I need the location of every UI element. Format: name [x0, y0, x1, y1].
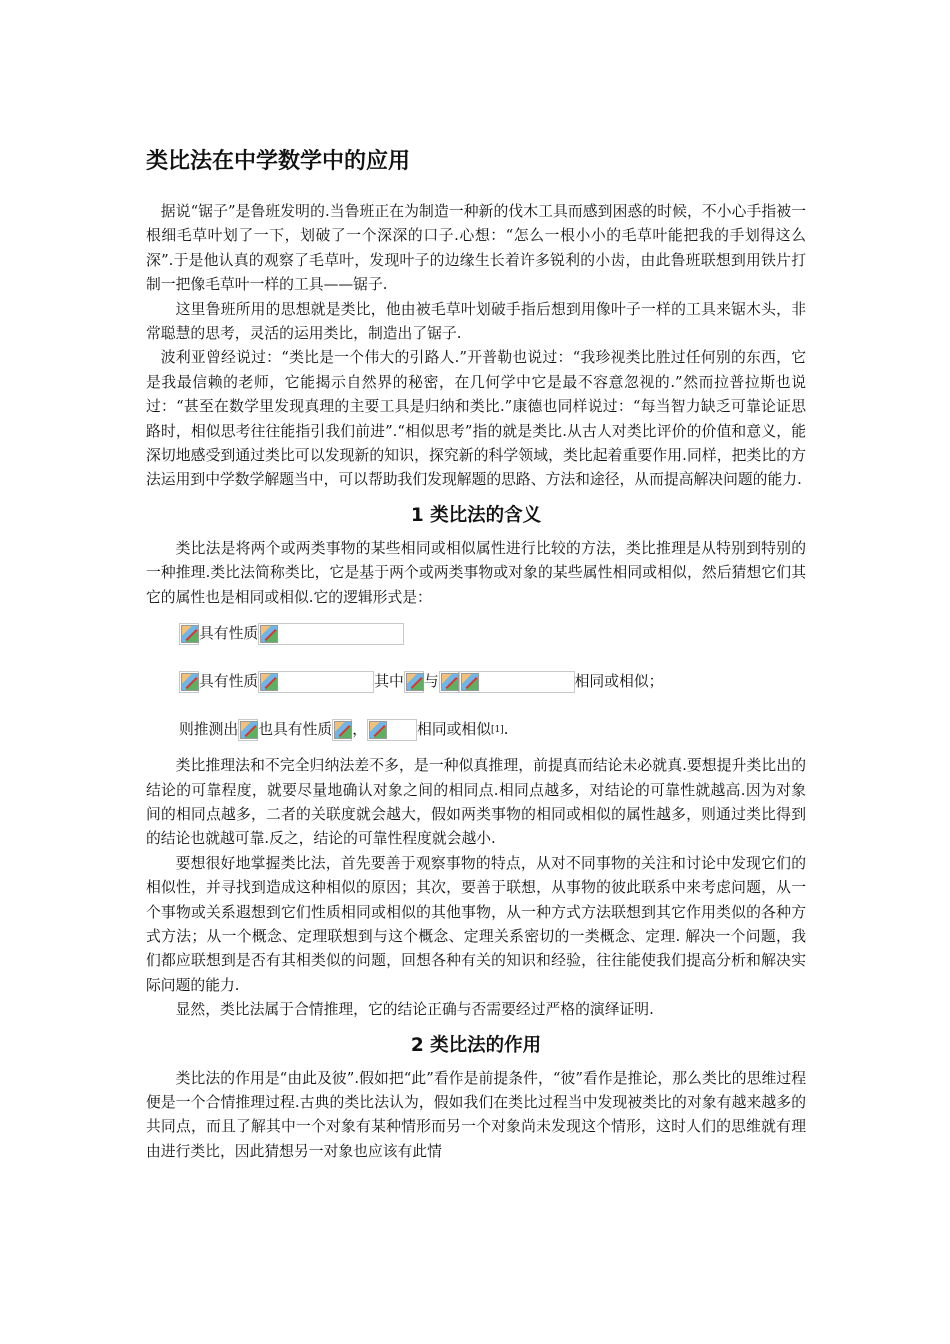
broken-image-icon: [439, 671, 459, 693]
section-1-heading: 1 类比法的含义: [410, 504, 542, 526]
formula-line-3: [146, 706, 806, 754]
broken-image-icon: [179, 623, 199, 645]
broken-image-icon: [179, 671, 199, 693]
formula-text: 具有性质: [199, 672, 259, 690]
section-1-paragraph-1: 类比法是将两个或两类事物的某些相同或相似属性进行比较的方法，类比推理是从特别到特别的一种推理.类比法简称类比，它是基于两个或两类事物或对象的某些属性相同或相似，然后猜想它们其它的属性也是相同或相似.它的逻辑形式是：: [146, 539, 806, 606]
formula-text: .: [503, 720, 509, 738]
broken-image-icon: [332, 719, 352, 741]
formula-text: ，: [352, 720, 368, 738]
broken-image-icon: [258, 623, 404, 645]
formula-text: 则推测出: [179, 720, 239, 738]
section-1-paragraph-4: 显然，类比法属于合情推理，它的结论正确与否需要经过严格的演绎证明.: [175, 1001, 654, 1019]
intro-paragraph-2: 这里鲁班所用的思想就是类比，他由被毛草叶划破手指后想到用像叶子一样的工具来锯木头，非常聪慧的思考，灵活的运用类比，制造出了锯子.: [146, 300, 806, 343]
formula-text: 相同或相似；: [574, 672, 664, 690]
intro-paragraph-3: 波利亚曾经说过：“类比是一个伟大的引路人.”开普勒也说过：“我珍视类比胜过任何别的东西，它是我最信赖的老师，它能揭示自然界的秘密，在几何学中它是最不容意忽视的.”然而拉普拉斯也说过：“甚至在数学里发现真理的主要工具是归纳和类比.”康德也同样说过：“每当智力缺乏可靠论证思路时，相似思考往往能指引我们前进”.“相似思考”指的就是类比.从古人对类比评价的价值和意义，能深切地感受到通过类比可以发现新的知识，探究新的科学领域，类比起着重要作用.同样，把类比的方法运用到中学数学解题当中，可以帮助我们发现解题的思路、方法和途径，从而提高解决问题的能力.: [146, 349, 806, 489]
formula-text: 其中: [374, 672, 404, 690]
formula-text: 与: [423, 672, 439, 690]
broken-image-icon: [258, 671, 374, 693]
broken-image-icon: [367, 719, 417, 741]
formula-line-1: [146, 610, 806, 658]
document-title: 类比法在中学数学中的应用: [146, 149, 411, 174]
section-2-heading: 2 类比法的作用: [410, 1034, 542, 1056]
broken-image-icon: [404, 671, 424, 693]
formula-text: 相同或相似: [417, 720, 492, 738]
formula-text: 也具有性质: [258, 720, 333, 738]
intro-paragraph-1: 据说“锯子”是鲁班发明的.当鲁班正在为制造一种新的伐木工具而感到困惑的时候，不小心手指被一根细毛草叶划了一下，划破了一个深深的口子.心想：“怎么一根小小的毛草叶能把我的手划得这么深”.于是他认真的观察了毛草叶，发现叶子的边缘生长着许多锐利的小齿，由此鲁班联想到用铁片打制一把像毛草叶一样的工具——锯子.: [146, 203, 806, 294]
reference-marker[interactable]: [1]: [491, 724, 504, 735]
section-1-paragraph-2: 类比推理法和不完全归纳法差不多，是一种似真推理，前提真而结论未必就真.要想提升类比出的结论的可靠程度，就要尽量地确认对象之间的相同点.相同点越多，对结论的可靠性就越高.因为对象间的相同点越多，二者的关联度就会越大，假如两类事物的相同或相似的属性越多，则通过类比得到的结论也就越可靠.反之，结论的可靠性程度就会越小.: [146, 757, 806, 848]
section-1-paragraph-3: 要想很好地掌握类比法，首先要善于观察事物的特点，从对不同事物的关注和讨论中发现它们的相似性，并寻找到造成这种相似的原因；其次，要善于联想，从事物的彼此联系中来考虑问题，从一个事物或关系遐想到它们性质相同或相似的其他事物，从一种方式方法联想到其它作用类似的各种方式方法；从一个概念、定理联想到与这个概念、定理关系密切的一类概念、定理. 解决一个问题，我们都应联想到是否有其相类似的问题，回想各种有关的知识和经验，往往能使我们提高分析和解决实际问题的能力.: [146, 854, 806, 994]
formula-text: 具有性质: [199, 624, 259, 642]
formula-line-2: [146, 658, 806, 706]
section-2-paragraph-1: 类比法的作用是“由此及彼”.假如把“此”看作是前提条件，“彼”看作是推论，那么类比的思维过程便是一个合情推理过程.古典的类比法认为，假如我们在类比过程当中发现被类比的对象有越来越多的共同点，而且了解其中一个对象有某种情形而另一个对象尚未发现这个情形，这时人们的思维就有理由进行类比，因此猜想另一对象也应该有此情: [146, 1069, 806, 1160]
broken-image-icon: [459, 671, 575, 693]
document-body: [146, 200, 806, 1164]
broken-image-icon: [238, 719, 258, 741]
